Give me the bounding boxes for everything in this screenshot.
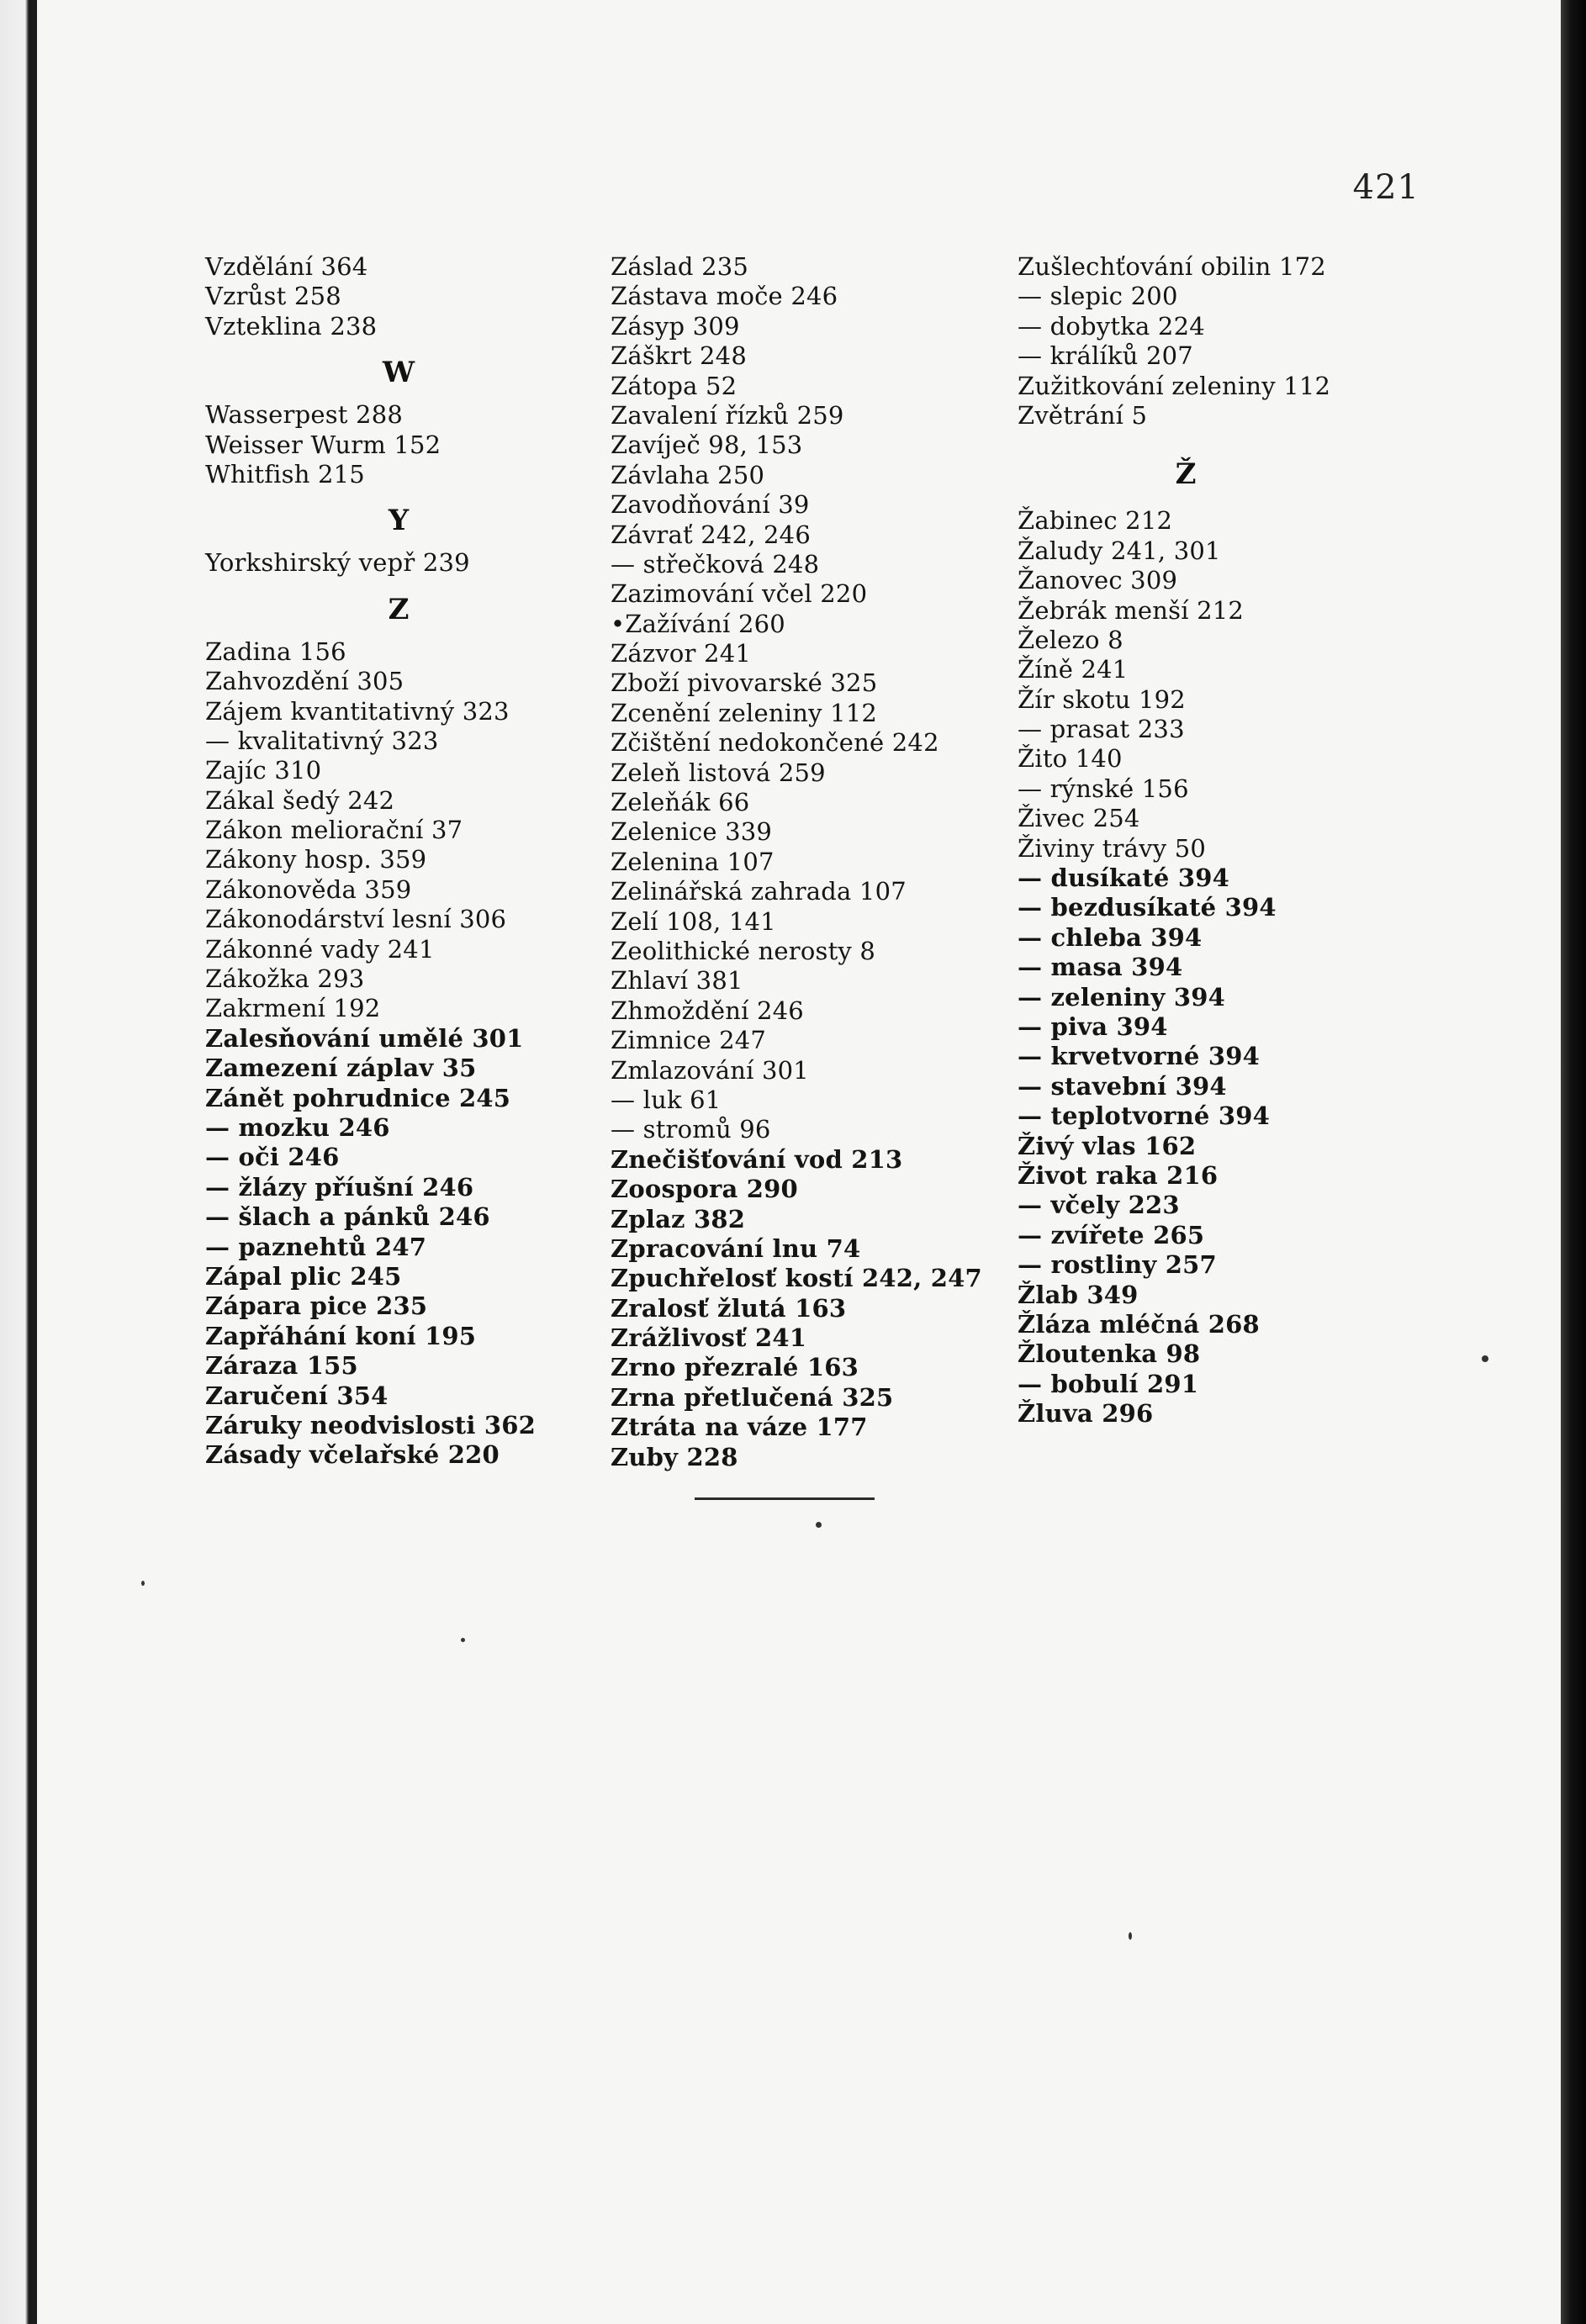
facing-page-edge: [0, 0, 37, 2324]
index-entry: — dobytka 224: [1018, 311, 1205, 341]
index-entry: Zpuchřelosť kostí 242, 247: [611, 1264, 982, 1293]
index-entry: — bezdusíkaté 394: [1018, 893, 1277, 922]
index-entry: — včely 223: [1018, 1191, 1180, 1220]
index-entry: Zákon meliorační 37: [205, 816, 463, 845]
index-entry: Zuby 228: [611, 1442, 738, 1471]
index-entry: Živý vlas 162: [1018, 1131, 1197, 1160]
index-entry: Zrno přezralé 163: [611, 1353, 859, 1382]
index-entry: Zápara pice 235: [205, 1291, 428, 1321]
ink-speck: [141, 1581, 145, 1586]
index-entry: Zákonodárství lesní 306: [205, 905, 507, 934]
index-entry: Zalesňování umělé 301: [205, 1023, 524, 1053]
index-entry: Zásady včelařské 220: [205, 1440, 500, 1470]
index-entry: — masa 394: [1018, 953, 1183, 982]
index-entry: Zákony hosp. 359: [205, 845, 427, 874]
index-entry: Znečišťování vod 213: [611, 1144, 903, 1174]
index-entry: — rostliny 257: [1018, 1250, 1217, 1280]
index-entry: Živiny trávy 50: [1018, 833, 1207, 863]
index-entry: Závrať 242, 246: [611, 520, 811, 549]
index-entry: — piva 394: [1018, 1011, 1168, 1041]
index-entry: Vzteklina 238: [205, 311, 378, 341]
index-entry: Zeolithické nerosty 8: [611, 936, 876, 965]
index-entry: — zeleniny 394: [1018, 982, 1225, 1011]
index-entry: Yorkshirský vepř 239: [205, 548, 470, 578]
index-entry: Záslad 235: [611, 252, 749, 281]
index-entry: — paznehtů 247: [205, 1232, 427, 1261]
index-entry: — zvířete 265: [1018, 1220, 1205, 1249]
index-entry: Žláza mléčná 268: [1018, 1309, 1260, 1339]
index-column-1: [205, 252, 600, 1471]
index-entry: — stavební 394: [1018, 1071, 1227, 1101]
index-entry: — králíků 207: [1018, 341, 1193, 371]
index-entry: — prasat 233: [1018, 715, 1185, 744]
index-entry: Záraza 155: [205, 1351, 358, 1381]
index-entry: — krvetvorné 394: [1018, 1042, 1261, 1071]
index-entry: Zpracování lnu 74: [611, 1233, 861, 1263]
index-entry: Život raka 216: [1018, 1160, 1219, 1190]
index-entry: Zeleň listová 259: [611, 758, 826, 787]
ink-speck: [816, 1522, 822, 1528]
index-entry: Zplaz 382: [611, 1204, 746, 1233]
index-entry: Zástava moče 246: [611, 282, 838, 311]
index-entry: Zčištění nedokončené 242: [611, 728, 939, 758]
index-entry: — šlach a pánků 246: [205, 1202, 490, 1232]
section-letter: Y: [388, 504, 410, 538]
index-entry: — luk 61: [611, 1085, 722, 1114]
index-entry: Zeleňák 66: [611, 788, 750, 817]
index-entry: Zoospora 290: [611, 1175, 798, 1204]
index-entry: — slepic 200: [1018, 282, 1178, 311]
index-entry: Vzrůst 258: [205, 282, 341, 311]
index-entry: — bobulí 291: [1018, 1369, 1199, 1398]
index-entry: — rýnské 156: [1018, 774, 1189, 803]
ink-speck: [1482, 1355, 1488, 1362]
index-entry: Železo 8: [1018, 625, 1123, 654]
index-entry: Zavodňování 39: [611, 490, 810, 520]
index-entry: Žloutenka 98: [1018, 1339, 1201, 1369]
index-entry: Zralosť žlutá 163: [611, 1293, 847, 1323]
page-number: 421: [1352, 168, 1419, 207]
index-entry: — kvalitativný 323: [205, 726, 439, 755]
index-entry: Zázvor 241: [611, 639, 751, 668]
index-entry: Zrna přetlučená 325: [611, 1382, 894, 1412]
index-entry: Žaludy 241, 301: [1018, 536, 1221, 565]
index-entry: Zákal šedý 242: [205, 785, 395, 815]
end-rule: [695, 1497, 875, 1500]
index-entry: Zazimování včel 220: [611, 579, 868, 609]
index-entry: Zelenice 339: [611, 817, 773, 847]
index-entry: Zájem kvantitativný 323: [205, 696, 510, 726]
index-entry: Žanovec 309: [1018, 566, 1178, 595]
section-letter: Z: [388, 592, 410, 626]
index-entry: — dusíkaté 394: [1018, 864, 1229, 893]
index-entry: Zimnice 247: [611, 1026, 767, 1055]
section-letter: Ž: [1175, 457, 1197, 492]
index-entry: Zmlazování 301: [611, 1055, 809, 1085]
ink-speck: [1129, 1932, 1132, 1940]
index-entry: Zánět pohrudnice 245: [205, 1083, 511, 1112]
index-entry: Záruky neodvislosti 362: [205, 1410, 537, 1439]
index-entry: Žito 140: [1018, 744, 1123, 774]
index-entry: Zavalení řízků 259: [611, 400, 844, 430]
index-entry: Zhmoždění 246: [611, 996, 804, 1025]
index-entry: Zvětrání 5: [1018, 400, 1148, 430]
index-entry: — stromů 96: [611, 1115, 771, 1144]
index-entry: Zrážlivosť 241: [611, 1323, 807, 1353]
index-entry: — mozku 246: [205, 1112, 390, 1142]
index-entry: Zákonověda 359: [205, 874, 412, 904]
index-entry: Zapřáhání koní 195: [205, 1321, 477, 1350]
ink-speck: [461, 1638, 465, 1642]
index-entry: Zužitkování zeleniny 112: [1018, 371, 1331, 400]
index-column-3: [1018, 252, 1413, 1429]
index-entry: Žíně 241: [1018, 655, 1129, 684]
index-entry: Zušlechťování obilin 172: [1018, 252, 1326, 281]
index-entry: Zásyp 309: [611, 311, 740, 341]
index-entry: Žluva 296: [1018, 1399, 1154, 1429]
index-entry: Zboží pivovarské 325: [611, 668, 878, 698]
index-entry: Zelí 108, 141: [611, 906, 776, 936]
index-entry: Žlab 349: [1018, 1280, 1139, 1309]
book-binding-edge: [1561, 0, 1586, 2324]
index-entry: Záškrt 248: [611, 341, 747, 371]
section-letter: W: [382, 356, 415, 390]
index-entry: Zakrmení 192: [205, 994, 381, 1023]
index-entry: Zahvozdění 305: [205, 667, 404, 696]
index-entry: Wasserpest 288: [205, 400, 403, 430]
index-entry: — oči 246: [205, 1143, 340, 1172]
index-entry: Zaručení 354: [205, 1381, 389, 1410]
index-entry: Zhlaví 381: [611, 966, 743, 996]
index-column-2: [611, 252, 1006, 1472]
index-entry: Zákonné vady 241: [205, 934, 435, 964]
index-entry: Živec 254: [1018, 804, 1140, 833]
index-entry: — žlázy příušní 246: [205, 1172, 474, 1202]
index-entry: Zelinářská zahrada 107: [611, 877, 907, 906]
index-entry: Zajíc 310: [205, 756, 322, 785]
index-entry: — chleba 394: [1018, 922, 1203, 952]
index-entry: — střečková 248: [611, 549, 820, 578]
index-entry: Zelenina 107: [611, 847, 774, 876]
index-entry: Weisser Wurm 152: [205, 430, 441, 459]
index-entry: Ztráta na váze 177: [611, 1413, 868, 1442]
index-entry: Žír skotu 192: [1018, 684, 1186, 714]
index-entry: Žabinec 212: [1018, 506, 1173, 536]
index-entry: Zátopa 52: [611, 371, 737, 400]
index-entry: Závlaha 250: [611, 460, 765, 489]
index-entry: Žebrák menší 212: [1018, 595, 1245, 625]
index-entry: Zcenění zeleniny 112: [611, 698, 878, 727]
index-entry: Whitfish 215: [205, 459, 365, 489]
index-entry: Zamezení záplav 35: [205, 1054, 477, 1083]
index-entry: Zadina 156: [205, 636, 346, 666]
index-entry: •Zažívání 260: [611, 609, 785, 638]
index-entry: — teplotvorné 394: [1018, 1101, 1271, 1131]
index-entry: Zákožka 293: [205, 964, 365, 994]
index-entry: Zavíječ 98, 153: [611, 430, 803, 460]
index-entry: Zápal plic 245: [205, 1261, 402, 1291]
index-entry: Vzdělání 364: [205, 252, 368, 281]
